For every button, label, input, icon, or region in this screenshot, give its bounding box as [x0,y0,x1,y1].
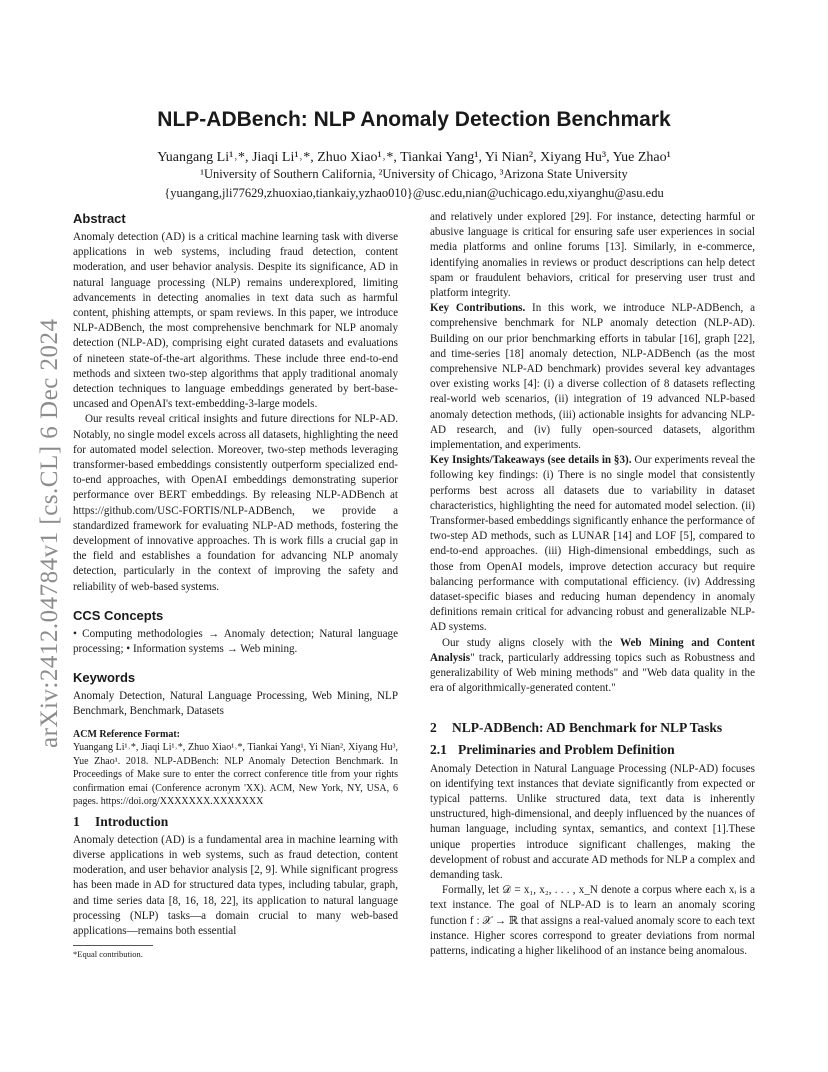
ccs-heading: CCS Concepts [73,607,164,623]
left-column [73,210,398,960]
keywords-text: Anomaly Detection, Natural Language Processing, Web Mining, NLP Benchmark, Benchmark, Datasets [73,690,398,718]
arxiv-stamp: arXiv:2412.04784v1 [cs.CL] 6 Dec 2024 [36,318,63,748]
intro-heading [73,813,398,831]
insights-paragraph [430,453,755,635]
keywords-heading: Keywords [73,670,136,686]
footnote: *Equal contribution. [73,949,143,960]
ccs-text: • Computing methodologies → Anomaly detection; Natural language processing; • Information systems → Web mining. [73,627,398,656]
intro-title: Introduction [95,813,169,829]
abstract-paragraph-1: Anomaly detection (AD) is a critical machine learning task with diverse applications in web systems, including fraud detection, content moderation, and user behavior analysis. Despite its significance, AD in natural language processing (NLP) remains underexplored, limiting advancements in detecting anomalies in text data such as harmful content, phishing attempts, or spam reviews. In this paper, we introduce NLP-ADBench, the most comprehensive benchmark for NLP anomaly detection (NLP-AD), comprising eight curated datasets and evaluations of nineteen state-of-the-art algorithms. These include three end-to-end methods and sixteen two-step algorithms that apply traditional anomaly detection techniques to language embeddings generated by bert-base-uncased and OpenAI's text-embedding-3-large models. [73,231,398,411]
intro-continuation: and relatively under explored [29]. For instance, detecting harmful or abusive language is critical for ensuring safe user experiences in social media platforms and online forums [13]. Similarly, in e-commerce, identifying anomalies in reviews or product descriptions can help detect spam or fraudulent behaviors, critical for preserving user trust and platform integrity. [430,211,755,300]
paper-title: NLP-ADBench: NLP Anomaly Detection Benchmark [157,108,671,131]
section-2-title: NLP-ADBench: AD Benchmark for NLP Tasks [452,719,723,735]
alignment-paragraph [430,636,755,697]
right-column [430,210,755,959]
intro-paragraph-1: Anomaly detection (AD) is a fundamental area in machine learning with diverse applications in web systems, such as fraud detection, content moderation, and user behavior analysis [2, 9]. While significant progress has been made in AD for structured data types, including tabular, graph, and time series data [8, 16, 18, 22], its application to natural language processing (NLP) tasks—a domain crucial to many web-based applications—remains both essential [73,833,398,937]
author-list: Yuangang Li¹˒*, Jiaqi Li¹˒*, Zhuo Xiao¹˒*, Tiankai Yang¹, Yi Nian², Xiyang Hu³, Yue Zhao¹ [157,150,671,165]
contributions-label: Key Contributions. [430,302,526,315]
section-2-1-heading [430,741,755,759]
formal-definition-paragraph: Formally, let 𝒟 = x₁, x₂, . . . , x_N denote a corpus where each xᵢ is a text instance. The goal of NLP-AD is to learn an anomaly scoring function f : 𝒳 → ℝ that assigns a real-valued anomaly score to each text instance. Higher scores correspond to greater deviations from normal patterns, indicating a higher likelihood of an instance being anomalous. [430,884,755,957]
alignment-track-name: Web Mining and Content Analysis [430,636,755,664]
author-emails: {yuangang,jli77629,zhuoxiao,tiankaiy,yzhao010}@usc.edu,nian@uchicago.edu,xiyanghu@asu.edu [164,186,664,200]
acm-ref-text: Yuangang Li¹˒*, Jiaqi Li¹˒*, Zhuo Xiao¹˒*, Tiankai Yang¹, Yi Nian², Xiyang Hu³, Yue Zhao¹. 2018. NLP-ADBench: NLP Anomaly Detection Benchmark. In Proceedings of Make sure to enter the correct conference title from your rights confirmation emai (Conference acronym 'XX). ACM, New York, NY, USA, 6 pages. https://doi.org/XXXXXXX.XXXXXXX [73,742,398,808]
affiliations: ¹University of Southern California, ²University of Chicago, ³Arizona State University [200,167,628,181]
contributions-text: In this work, we introduce NLP-ADBench, a comprehensive benchmark for NLP anomaly detection (NLP-AD). Building on our prior benchmarking efforts in tabular [16], graph [22], and time-series [18] anomaly detection, NLP-ADBench (as the most comprehensive NLP-AD benchmark) provides several key advantages over existing works [4]: (i) a diverse collection of 8 datasets reflecting real-world web scenarios, (ii) integration of 19 advanced NLP-based anomaly detection methods, (iii) actionable insights for advancing NLP-AD research, and (iv) fully open-sourced datasets, algorithm implementation, and experiments. [430,302,755,452]
section-2-1-number: 2.1 [430,741,447,757]
abstract-heading: Abstract [73,211,126,226]
alignment-text-a: Our study aligns closely with the [442,636,621,649]
definition-paragraph: Anomaly Detection in Natural Language Processing (NLP-AD) focuses on identifying text instances that deviate significantly from expected or typical patterns. Unlike structured data, text data is inherently unstructured, high-dimensional, and deeply influenced by the nuances of human language, including syntax, semantics, and context [1].These unique properties introduce significant challenges, making the development of robust and accurate AD methods for NLP a complex and demanding task. [430,762,755,881]
acm-ref-heading: ACM Reference Format: [73,728,180,740]
contributions-paragraph [430,301,755,453]
footnote-rule [73,945,153,946]
section-2-heading [430,719,755,737]
abstract-paragraph-2: Our results reveal critical insights and future directions for NLP-AD. Notably, no single model excels across all datasets, highlighting the need for automated model selection. Moreover, two-step methods leveraging transformer-based embeddings consistently outperform specialized end-to-end approaches, with OpenAI embeddings demonstrating superior performance over BERT embeddings. By releasing NLP-ADBench at https://github.com/USC-FORTIS/NLP-ADBench, we provide a standardized framework for evaluating NLP-AD methods, fostering the development of innovative approaches. Th is work fills a crucial gap in the field and establishes a foundation for advancing NLP anomaly detection, particularly in the context of improving the safety and reliability of web-based systems. [73,413,398,593]
section-2-1-title: Preliminaries and Problem Definition [458,741,675,757]
alignment-text-b: " track, particularly addressing topics such as Robustness and generalizability of Web mining methods" and "Web data quality in the era of algorithmically-generated content." [430,651,755,695]
intro-number: 1 [73,813,80,829]
insights-text: Our experiments reveal the following key findings: (i) There is no single model that consistently performs best across all datasets due to variability in dataset characteristics, highlighting the need for automated model selection. (ii) Transformer-based embeddings significantly enhance the performance of two-step AD methods, such as LUNAR [14] and LOF [5], compared to end-to-end approaches. (iii) High-dimensional embeddings, such as those from OpenAI models, improve detection accuracy but require balancing performance with computational efficiency. (iv) Addressing dataset-specific biases and reducing human dependency in anomaly definitions remain critical for advancing robust and generalizable NLP-AD systems. [430,454,755,634]
section-2-number: 2 [430,719,437,735]
insights-label: Key Insights/Takeaways (see details in §3). [430,454,632,467]
